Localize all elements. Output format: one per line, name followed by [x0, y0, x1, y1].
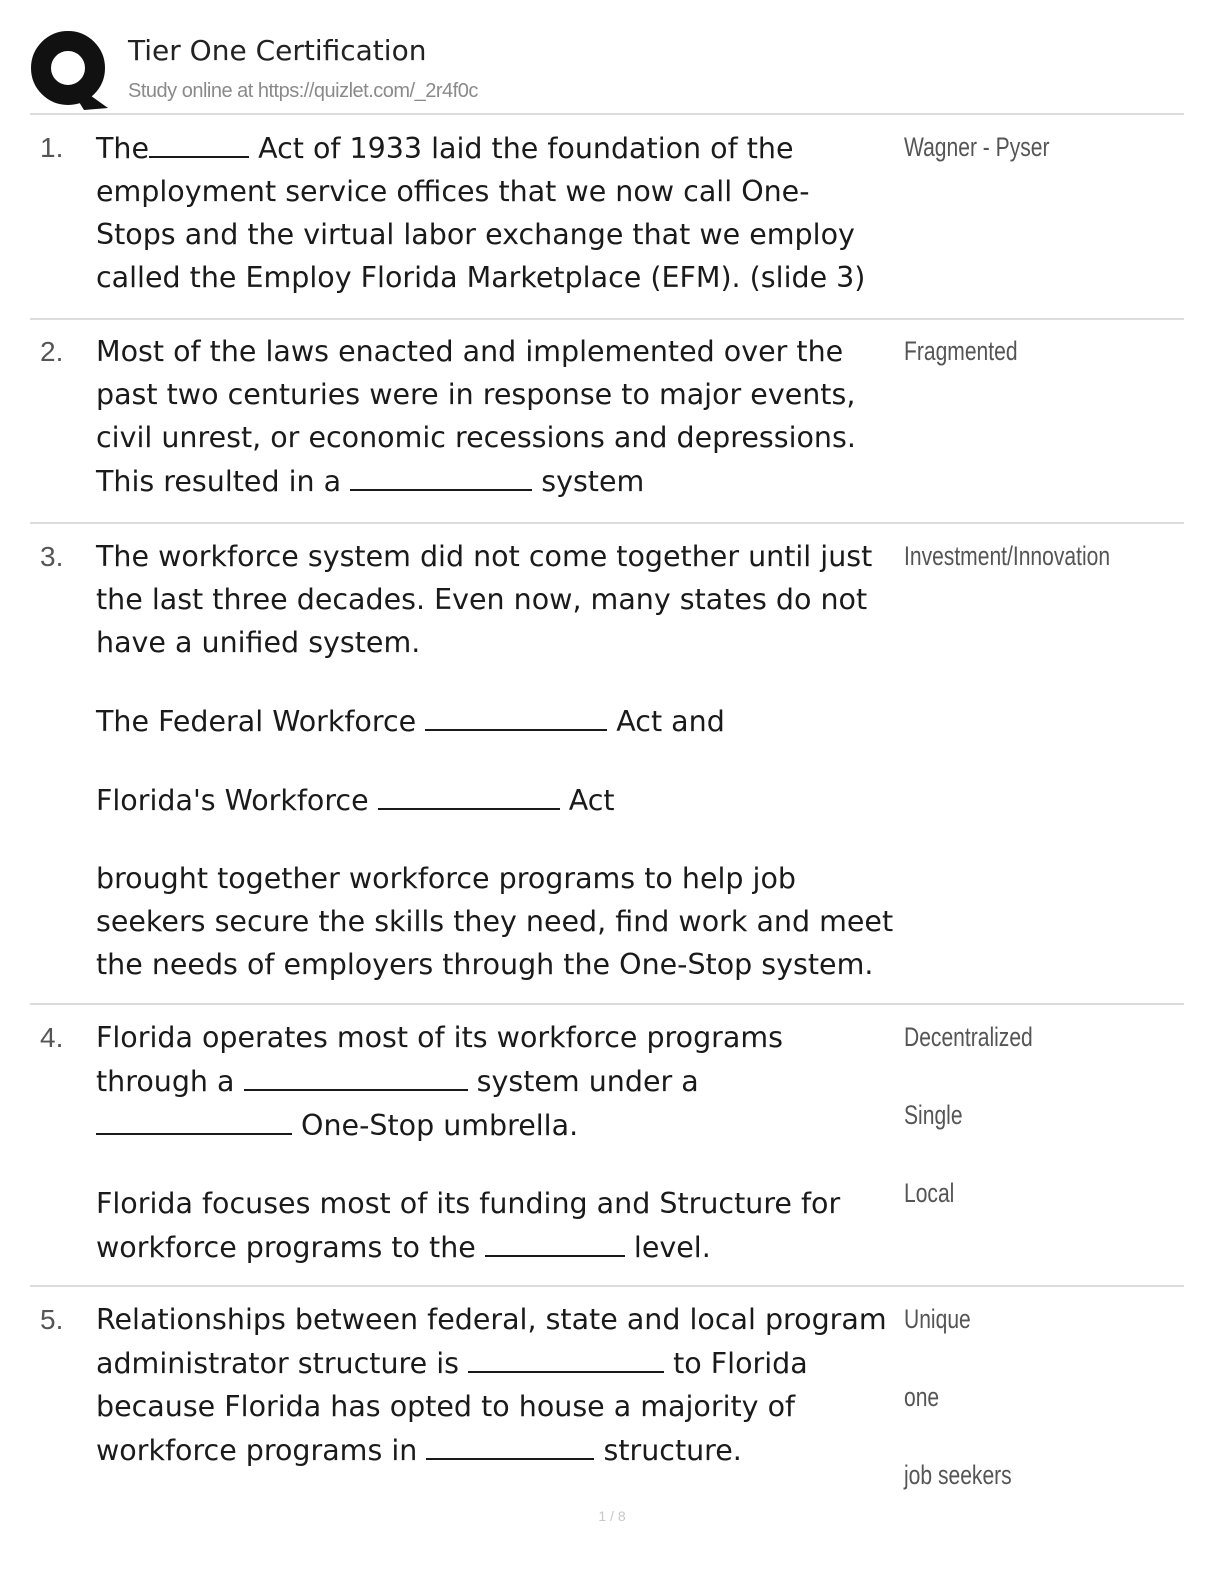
card-definition: Fragmented	[904, 336, 1018, 366]
card-definition: one	[904, 1382, 940, 1412]
term-text: Florida focuses most of its funding and Structure for workforce programs to the	[96, 1187, 850, 1264]
card-definition: Wagner - Pyser	[904, 132, 1050, 162]
card-definition: Investment/Innovation	[904, 541, 1111, 571]
term-text: The	[96, 132, 150, 165]
term-text: The Federal Workforce	[96, 705, 426, 738]
fill-in-blank	[378, 778, 560, 810]
card-definitions	[904, 535, 1184, 578]
term-paragraph	[96, 1182, 886, 1269]
page-number: 1 / 8	[598, 1508, 626, 1524]
card-number: 5.	[40, 1304, 64, 1335]
card-definitions	[904, 1016, 1184, 1215]
card-number: 4.	[40, 1022, 64, 1053]
fill-in-blank	[426, 1428, 594, 1460]
term-paragraph	[96, 126, 886, 299]
divider	[30, 522, 1184, 524]
term-text: structure.	[594, 1434, 742, 1467]
divider	[30, 318, 1184, 320]
term-paragraph	[96, 535, 902, 664]
term-text: Relationships between federal, state and local program administrator structure is	[96, 1303, 896, 1380]
quizlet-logo-icon	[30, 30, 110, 110]
term-paragraph	[96, 699, 902, 743]
page-header	[30, 30, 1184, 114]
fill-in-blank	[244, 1059, 468, 1091]
term-text: Florida operates most of its workforce programs through a	[96, 1021, 793, 1098]
fill-in-blank	[425, 699, 607, 731]
card-definition: Unique	[904, 1304, 971, 1334]
study-online-link[interactable]: Study online at https://quizlet.com/_2r4f0c	[128, 80, 478, 102]
card-term	[96, 1298, 896, 1472]
term-text: The workforce system did not come together until just the last three decades. Even now, many states do not have a unified system.	[96, 540, 882, 659]
term-text: Florida's Workforce	[96, 784, 378, 817]
divider	[30, 113, 1184, 115]
term-paragraph	[96, 857, 902, 986]
card-term	[96, 1016, 886, 1269]
term-text: to Florida because Florida has opted to house a majority of workforce programs in	[96, 1347, 817, 1467]
card-definition: job seekers	[904, 1460, 1012, 1490]
term-paragraph	[96, 1016, 886, 1147]
card-number: 2.	[40, 336, 64, 367]
card-term	[96, 126, 886, 299]
term-text: Most of the laws enacted and implemented over the past two centuries were in response to major events, civil unrest, or economic recessions and depressions. This resulted in a	[96, 335, 865, 498]
card-term	[96, 330, 896, 503]
term-text: system	[532, 465, 645, 498]
card-definition: Decentralized	[904, 1022, 1033, 1052]
term-paragraph	[96, 1298, 896, 1472]
card-definitions	[904, 126, 1184, 169]
fill-in-blank	[96, 1103, 292, 1135]
set-title: Tier One Certification	[128, 34, 427, 67]
term-text: system under a	[467, 1065, 699, 1098]
term-paragraph	[96, 778, 902, 822]
term-text: brought together workforce programs to help job seekers secure the skills they need, find work and meet the needs of employers through the One-Stop system.	[96, 862, 903, 981]
term-text: One-Stop umbrella.	[292, 1109, 579, 1142]
card-definition: Local	[904, 1178, 955, 1208]
fill-in-blank	[468, 1341, 664, 1373]
term-paragraph	[96, 330, 896, 503]
term-text: level.	[624, 1231, 711, 1264]
fill-in-blank	[350, 459, 532, 491]
card-definitions	[904, 330, 1184, 373]
term-text: Act	[559, 784, 615, 817]
card-term	[96, 535, 902, 986]
fill-in-blank	[485, 1225, 625, 1257]
card-definitions	[904, 1298, 1184, 1497]
term-text: Act and	[607, 705, 725, 738]
divider	[30, 1285, 1184, 1287]
fill-in-blank	[149, 126, 249, 158]
card-definition: Single	[904, 1100, 963, 1130]
card-number: 1.	[40, 132, 64, 163]
term-text: Act of 1933 laid the foundation of the employment service offices that we now call One-Stops and the virtual labor exchange that we employ called the Employ Florida Marketplace (EFM). (slide 3)	[96, 132, 866, 294]
card-number: 3.	[40, 541, 64, 572]
divider	[30, 1003, 1184, 1005]
